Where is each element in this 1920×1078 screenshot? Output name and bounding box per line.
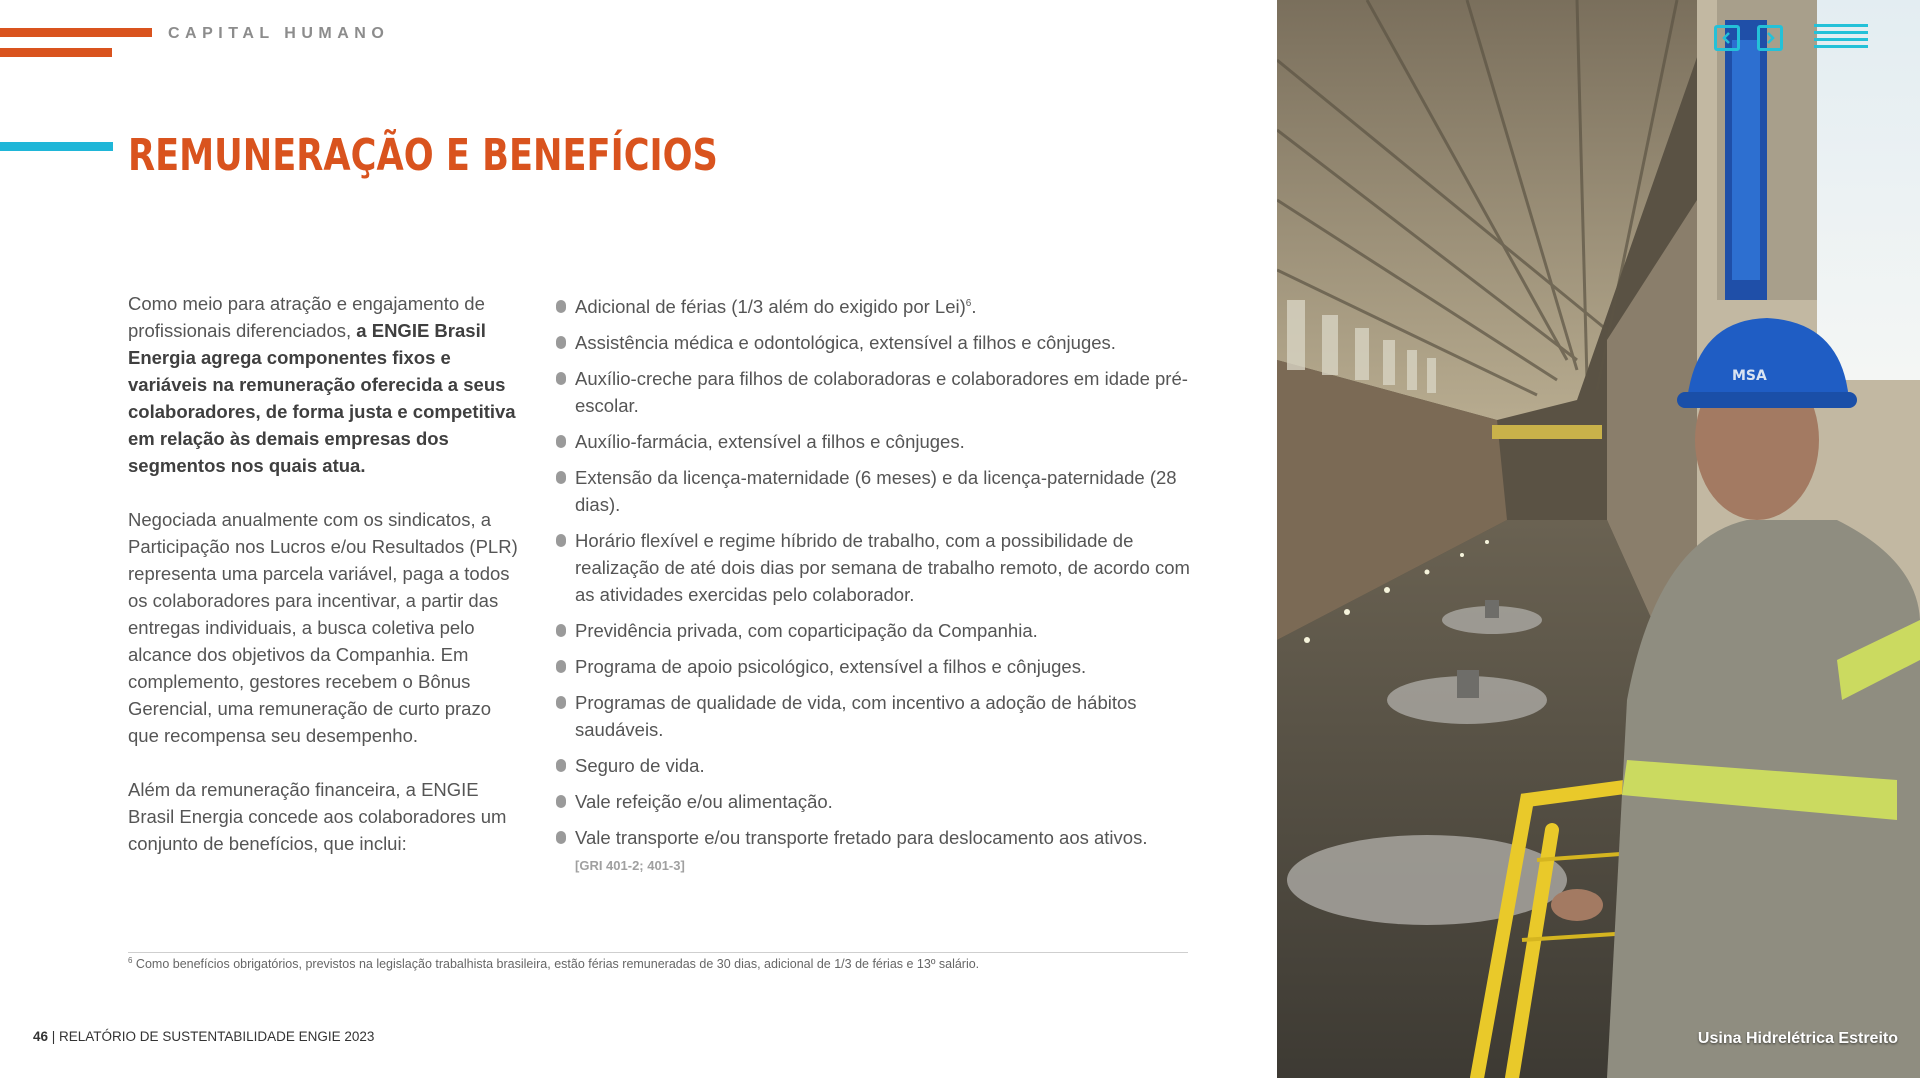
page-footer: [33, 1029, 374, 1044]
intro-column: [128, 290, 518, 884]
footnote-ref[interactable]: 6: [965, 297, 972, 309]
next-page-button[interactable]: [1757, 25, 1783, 51]
section-label: CAPITAL HUMANO: [168, 25, 390, 42]
chevron-right-icon: [1763, 31, 1777, 45]
plr-paragraph: Negociada anualmente com os sindicatos, a Participação nos Lucros e/ou Resultados (PLR) representa uma parcela variável, paga a todos os colaboradores para incentivar, a partir das entregas individuais, a busca coletiva pelo alcance dos objetivos da Companhia. Em complemento, gestores recebem o Bônus Gerencial, uma remuneração de curto prazo que recompensa seu desempenho.: [128, 509, 518, 746]
benefit-item: Auxílio-creche para filhos de colaboradoras e colaboradores em idade pré-escolar.: [556, 365, 1206, 419]
gri-reference: [GRI 401-2; 401-3]: [575, 858, 685, 873]
footnote-number: 6: [128, 956, 133, 965]
intro-highlight: a ENGIE Brasil Energia agrega componentes fixos e variáveis na remuneração oferecida a seus colaboradores, de forma justa e competitiva em relação às demais empresas dos segmentos nos quais atua.: [128, 320, 516, 476]
hydro-plant-photo: [1277, 0, 1920, 1078]
chevron-left-icon: [1720, 31, 1734, 45]
benefit-item: Previdência privada, com coparticipação da Companhia.: [556, 617, 1206, 644]
benefit-item: Assistência médica e odontológica, extensível a filhos e cônjuges.: [556, 329, 1206, 356]
benefit-item: Extensão da licença-maternidade (6 meses) e da licença-paternidade (28 dias).: [556, 464, 1206, 518]
decor-bar-orange-top: [0, 28, 152, 37]
decor-bar-cyan: [0, 142, 113, 151]
hamburger-menu-icon[interactable]: [1814, 24, 1868, 54]
photo-panel: [1277, 0, 1920, 1078]
footnote: [128, 952, 1188, 971]
benefit-text-end: .: [971, 296, 977, 317]
report-title: RELATÓRIO DE SUSTENTABILIDADE ENGIE 2023: [59, 1029, 375, 1044]
decor-bar-orange-bottom: [0, 48, 112, 57]
intro-paragraph-1: [128, 290, 518, 479]
page-title: REMUNERAÇÃO E BENEFÍCIOS: [128, 130, 718, 181]
benefit-item: Programas de qualidade de vida, com incentivo a adoção de hábitos saudáveis.: [556, 689, 1206, 743]
benefit-item: Vale transporte e/ou transporte fretado para deslocamento aos ativos.: [556, 824, 1206, 851]
benefit-item: Seguro de vida.: [556, 752, 1206, 779]
benefits-column: [556, 293, 1206, 879]
benefit-item: Vale refeição e/ou alimentação.: [556, 788, 1206, 815]
footer-separator: |: [48, 1029, 60, 1044]
intro-text: Como meio para atração e engajamento de profissionais diferenciados,: [128, 293, 485, 341]
benefits-intro-paragraph: Além da remuneração financeira, a ENGIE Brasil Energia concede aos colaboradores um conjunto de benefícios, que inclui:: [128, 779, 507, 854]
helmet-logo: MSA: [1732, 368, 1767, 384]
benefit-item: Programa de apoio psicológico, extensível a filhos e cônjuges.: [556, 653, 1206, 680]
benefits-list: [556, 293, 1206, 851]
benefit-item: [556, 293, 1206, 320]
benefit-text: Adicional de férias (1/3 além do exigido por Lei): [575, 296, 966, 317]
prev-page-button[interactable]: [1714, 25, 1740, 51]
benefit-item: Horário flexível e regime híbrido de trabalho, com a possibilidade de realização de até dois dias por semana de trabalho remoto, de acordo com as atividades exercidas pelo colaborador.: [556, 527, 1206, 608]
footnote-text: Como benefícios obrigatórios, previstos na legislação trabalhista brasileira, estão férias remuneradas de 30 dias, adicional de 1/3 de férias e 13º salário.: [132, 957, 980, 972]
photo-caption: Usina Hidrelétrica Estreito: [1697, 1030, 1898, 1047]
benefit-item: Auxílio-farmácia, extensível a filhos e cônjuges.: [556, 428, 1206, 455]
page-number: 46: [33, 1029, 49, 1044]
